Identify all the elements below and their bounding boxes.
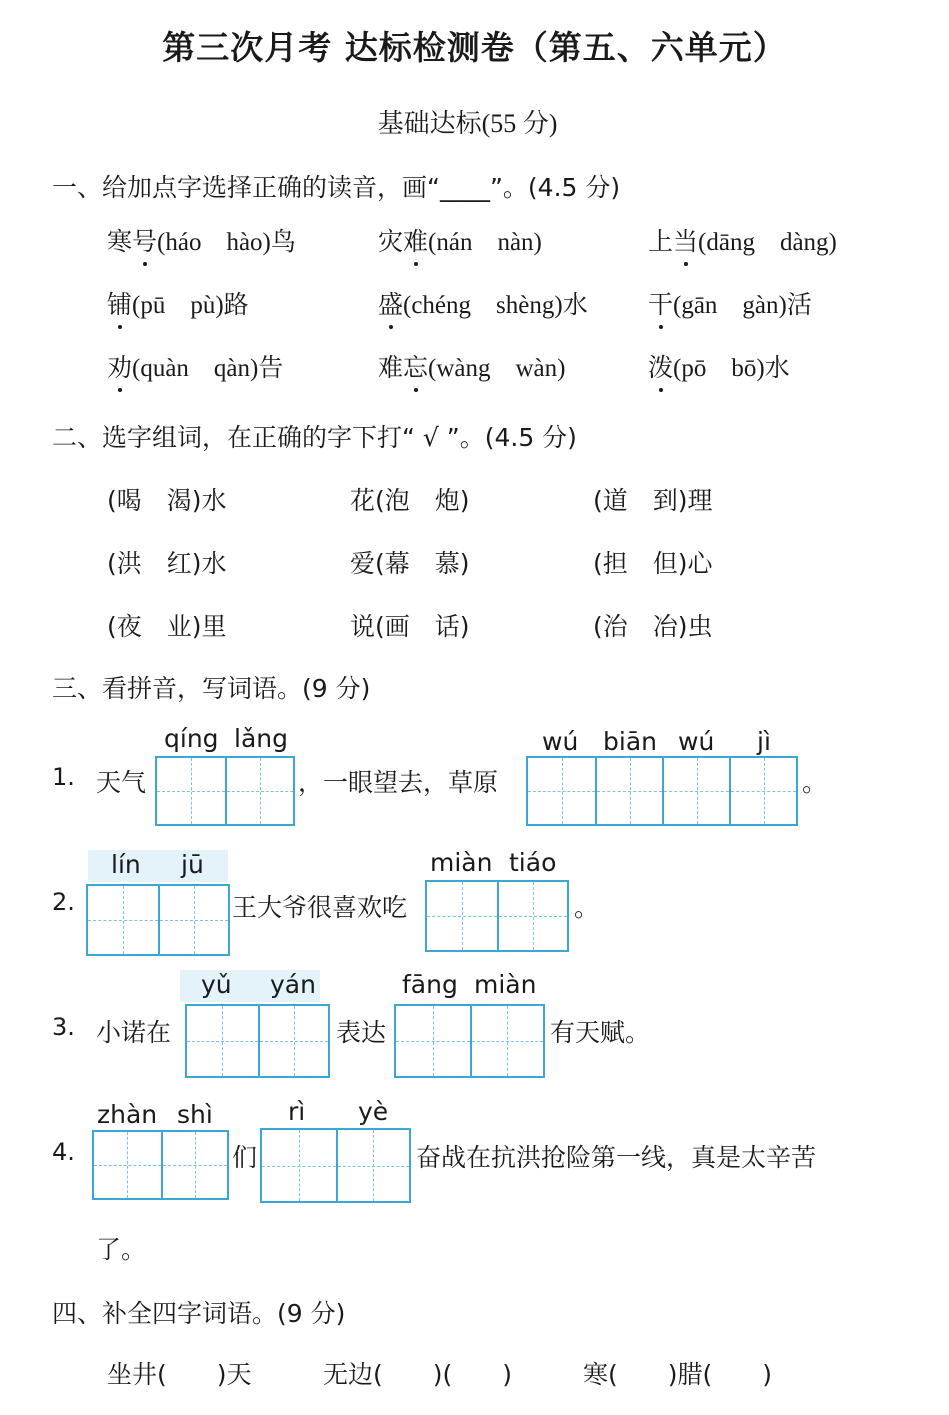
writing-cell[interactable]	[88, 886, 158, 954]
pinyin-label: wú	[542, 727, 579, 756]
idiom-item[interactable]: 寒( )腊( )	[583, 1360, 773, 1389]
pinyin-item: 寒号(háo hào)鸟	[107, 222, 296, 258]
writing-cell[interactable]	[497, 882, 567, 950]
writing-cell[interactable]	[336, 1130, 410, 1201]
writing-grid[interactable]	[185, 1004, 330, 1078]
pinyin-label: fāng	[402, 970, 458, 999]
sentence-text: 王大爷很喜欢吃	[232, 893, 408, 922]
question-number: 4.	[52, 1138, 75, 1166]
writing-cell[interactable]	[528, 758, 595, 824]
pinyin-label: qíng	[164, 724, 219, 753]
writing-grid[interactable]	[86, 884, 230, 956]
writing-grid[interactable]	[155, 756, 295, 826]
word-choice-item[interactable]: 说(画 话)	[350, 612, 470, 641]
pinyin-item: 灾难(nán nàn)	[378, 222, 542, 258]
writing-grid[interactable]	[526, 756, 798, 826]
question-number: 3.	[52, 1013, 75, 1041]
pinyin-label: miàn	[474, 970, 537, 999]
writing-cell[interactable]	[470, 1006, 544, 1076]
sentence-text: 奋战在抗洪抢险第一线，真是太辛苦	[416, 1143, 817, 1172]
pinyin-item: 铺(pū pù)路	[107, 285, 249, 321]
writing-grid[interactable]	[92, 1130, 229, 1200]
sentence-text: 。	[802, 768, 828, 797]
writing-grid[interactable]	[425, 880, 569, 952]
pinyin-item: 难忘(wàng wàn)	[378, 348, 565, 384]
section-2-heading: 二、选字组词，在正确的字下打“ √ ”。(4.5 分)	[52, 423, 577, 452]
sentence-text: 表达	[336, 1018, 387, 1047]
pinyin-item: 劝(quàn qàn)告	[107, 348, 283, 384]
sentence-text: 了。	[96, 1235, 147, 1264]
pinyin-label: biān	[603, 727, 657, 756]
idiom-item[interactable]: 无边( )( )	[323, 1360, 513, 1389]
sentence-text: 天气	[96, 768, 147, 797]
question-number: 2.	[52, 888, 75, 916]
writing-cell[interactable]	[427, 882, 497, 950]
word-choice-item[interactable]: (洪 红)水	[107, 549, 227, 578]
writing-cell[interactable]	[157, 758, 225, 824]
writing-cell[interactable]	[158, 886, 228, 954]
pinyin-label: zhàn	[97, 1100, 158, 1129]
writing-cell[interactable]	[729, 758, 796, 824]
writing-cell[interactable]	[225, 758, 293, 824]
section-1-heading: 一、给加点字选择正确的读音，画“____”。(4.5 分)	[52, 173, 621, 202]
pinyin-item: 上当(dāng dàng)	[648, 222, 837, 258]
question-number: 1.	[52, 763, 75, 791]
pinyin-label: yǔ	[201, 970, 232, 999]
pinyin-label: yán	[270, 970, 316, 999]
writing-cell[interactable]	[258, 1006, 329, 1076]
pinyin-item: 盛(chéng shèng)水	[378, 285, 588, 321]
page-subtitle: 基础达标(55 分)	[377, 109, 558, 138]
writing-grid[interactable]	[394, 1004, 545, 1078]
word-choice-item[interactable]: 爱(幕 慕)	[350, 549, 470, 578]
word-choice-item[interactable]: (喝 渴)水	[107, 486, 227, 515]
writing-cell[interactable]	[94, 1132, 161, 1198]
pinyin-item: 干(gān gàn)活	[648, 285, 812, 321]
idiom-item[interactable]: 坐井( )天	[107, 1360, 252, 1389]
page-title: 第三次月考 达标检测卷（第五、六单元）	[162, 28, 787, 67]
word-choice-item[interactable]: (担 但)心	[593, 549, 713, 578]
pinyin-label: jū	[181, 850, 204, 879]
sentence-text: 们	[232, 1143, 258, 1172]
writing-grid[interactable]	[260, 1128, 411, 1203]
word-choice-item[interactable]: (夜 业)里	[107, 612, 227, 641]
pinyin-label: shì	[177, 1100, 213, 1129]
word-choice-item[interactable]: (治 冶)虫	[593, 612, 713, 641]
sentence-text: 。	[574, 893, 600, 922]
word-choice-item[interactable]: (道 到)理	[593, 486, 713, 515]
pinyin-label: rì	[288, 1097, 306, 1126]
sentence-text: 小诺在	[96, 1018, 172, 1047]
pinyin-label: yè	[358, 1097, 389, 1126]
sentence-text: ，一眼望去，草原	[298, 768, 499, 797]
writing-cell[interactable]	[662, 758, 729, 824]
writing-cell[interactable]	[187, 1006, 258, 1076]
section-3-heading: 三、看拼音，写词语。(9 分)	[52, 674, 371, 703]
writing-cell[interactable]	[161, 1132, 228, 1198]
pinyin-label: lǎng	[234, 724, 288, 753]
pinyin-label: tiáo	[509, 848, 557, 877]
section-4-heading: 四、补全四字词语。(9 分)	[52, 1299, 346, 1328]
writing-cell[interactable]	[396, 1006, 470, 1076]
writing-cell[interactable]	[595, 758, 662, 824]
pinyin-label: wú	[678, 727, 715, 756]
writing-cell[interactable]	[262, 1130, 336, 1201]
pinyin-label: lín	[111, 850, 141, 879]
pinyin-label: miàn	[430, 848, 493, 877]
word-choice-item[interactable]: 花(泡 炮)	[350, 486, 470, 515]
pinyin-shade	[88, 850, 228, 882]
pinyin-item: 泼(pō bō)水	[648, 348, 790, 384]
sentence-text: 有天赋。	[550, 1018, 651, 1047]
pinyin-label: jì	[757, 727, 771, 756]
